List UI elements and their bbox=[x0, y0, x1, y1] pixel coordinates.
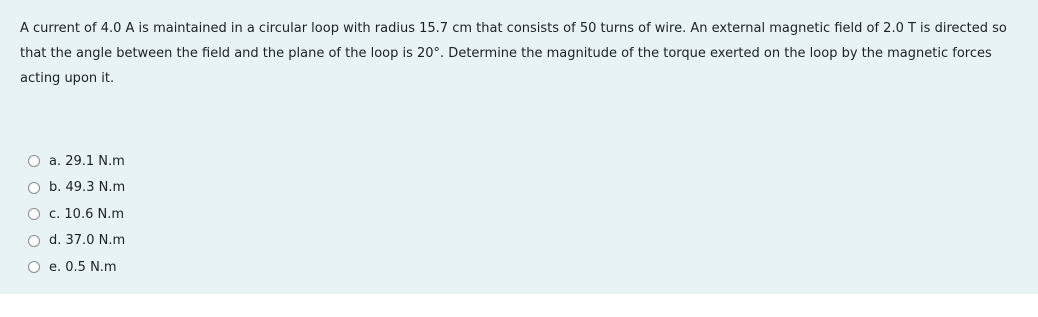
answer-label-d[interactable]: d. 37.0 N.m bbox=[49, 233, 126, 249]
radio-button-b[interactable] bbox=[28, 182, 40, 194]
answer-label-c[interactable]: c. 10.6 N.m bbox=[49, 206, 125, 222]
answer-label-e[interactable]: e. 0.5 N.m bbox=[49, 259, 117, 275]
answer-option-d[interactable] bbox=[28, 228, 125, 255]
answer-label-a[interactable]: a. 29.1 N.m bbox=[49, 153, 125, 169]
radio-button-a[interactable] bbox=[28, 155, 40, 167]
radio-button-c[interactable] bbox=[28, 208, 40, 220]
answer-option-a[interactable] bbox=[28, 148, 125, 175]
answer-option-e[interactable] bbox=[28, 254, 125, 281]
answer-option-c[interactable] bbox=[28, 201, 125, 228]
radio-button-e[interactable] bbox=[28, 261, 40, 273]
radio-button-d[interactable] bbox=[28, 235, 40, 247]
question-text: A current of 4.0 A is maintained in a circular loop with radius 15.7 cm that consists of 50 turns of wire. An external magnetic field of 2.0 T is directed so that the angle between the field and the plane of the loop is 20°. Determine the magnitude of the torque exerted on the loop by the magnetic forces acting upon it. bbox=[20, 21, 1007, 86]
answer-list bbox=[28, 148, 125, 281]
answer-label-b[interactable]: b. 49.3 N.m bbox=[49, 180, 126, 196]
answer-option-b[interactable] bbox=[28, 175, 125, 202]
